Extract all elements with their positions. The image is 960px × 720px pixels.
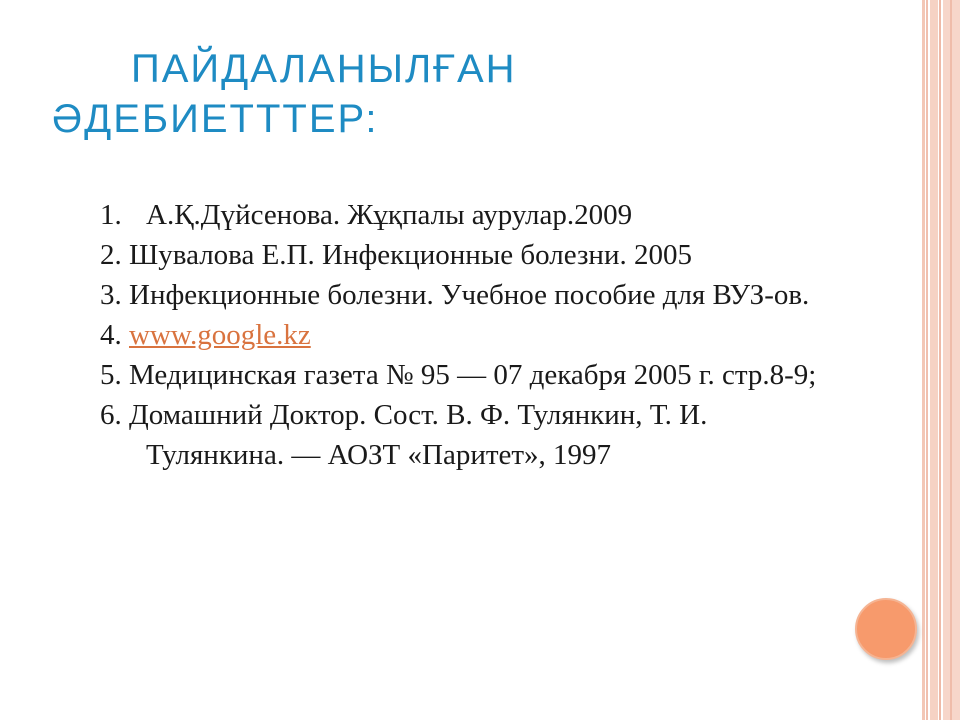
reference-number: 4. <box>100 319 122 351</box>
reference-item <box>100 395 840 475</box>
decorative-stripe <box>926 0 928 720</box>
reference-text: Домашний Доктор. Сост. В. Ф. Тулянкин, Т. И. Тулянкина. — АОЗТ «Паритет», 1997 <box>129 399 708 471</box>
decorative-circle <box>855 598 917 660</box>
decorative-stripe <box>939 0 941 720</box>
reference-link[interactable]: www.google.kz <box>129 319 311 351</box>
slide-title <box>52 44 752 144</box>
reference-list <box>100 195 840 475</box>
reference-item <box>100 235 840 275</box>
slide-title-line1: ПАЙДАЛАНЫЛҒАН <box>131 47 517 91</box>
reference-item <box>100 275 840 315</box>
reference-item <box>100 315 840 355</box>
reference-number: 5. <box>100 359 122 391</box>
reference-text: А.Қ.Дүйсенова. Жұқпалы аурулар.2009 <box>146 199 633 231</box>
reference-number: 2. <box>100 239 122 271</box>
reference-number: 3. <box>100 279 122 311</box>
reference-item <box>100 355 840 395</box>
reference-text: Шувалова Е.П. Инфекционные болезни. 2005 <box>129 239 692 271</box>
decorative-stripe <box>930 0 938 720</box>
decorative-stripe <box>950 0 952 720</box>
reference-number: 6. <box>100 399 122 431</box>
reference-text: Медицинская газета № 95 — 07 декабря 2005 г. стр.8-9; <box>129 359 817 391</box>
reference-text: Инфекционные болезни. Учебное пособие для ВУЗ-ов. <box>129 279 810 311</box>
reference-number: 1. <box>100 199 122 231</box>
slide-title-line2: ӘДЕБИЕТТТЕР: <box>52 97 379 141</box>
decorative-stripe <box>922 0 925 720</box>
reference-item <box>100 195 840 235</box>
